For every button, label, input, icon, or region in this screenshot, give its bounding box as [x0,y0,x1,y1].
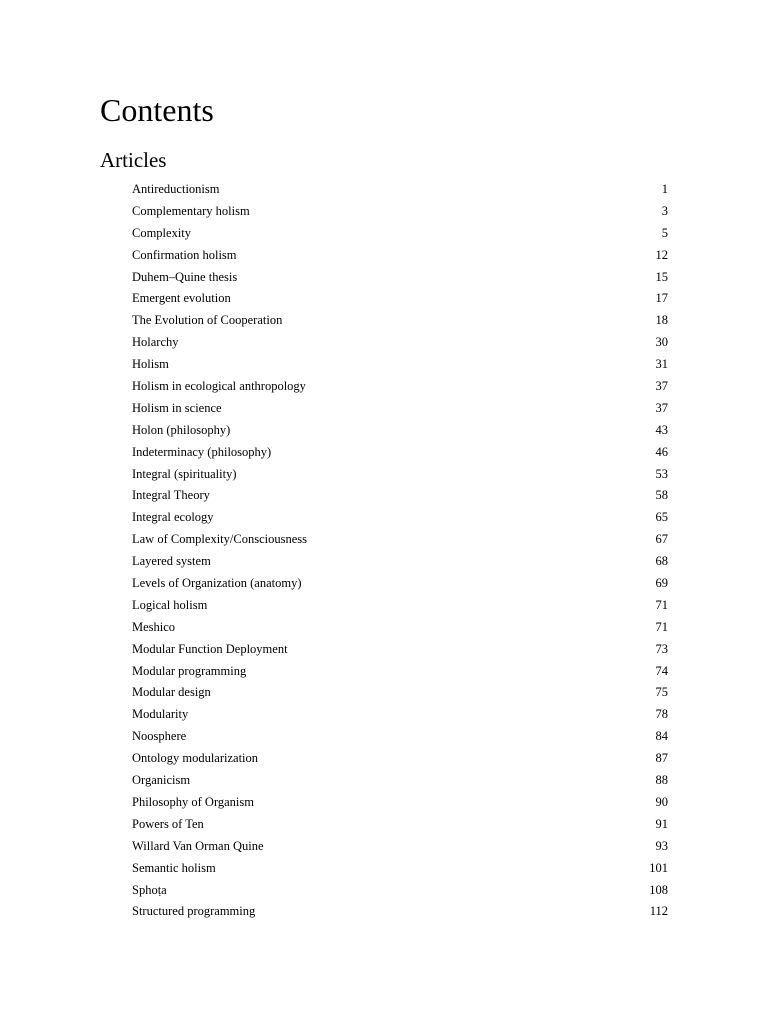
toc-entry-page-number: 58 [655,488,668,503]
toc-entry[interactable] [132,507,668,529]
toc-entry-title: Noosphere [132,729,187,744]
toc-entry[interactable] [132,726,668,748]
toc-entry-title: Integral (spirituality) [132,466,237,481]
toc-entry-page-number: 18 [655,313,668,328]
toc-entry[interactable] [132,223,668,245]
toc-entry-title: Complexity [132,225,192,240]
toc-entry-page-number: 67 [655,532,668,547]
toc-entry[interactable] [132,573,668,595]
toc-entry-page-number: 15 [655,269,668,284]
toc-entry-page-number: 101 [649,860,668,875]
toc-entry-page-number: 5 [661,225,668,240]
toc-entry-page-number: 43 [655,422,668,437]
toc-entry-page-number: 87 [655,751,668,766]
toc-entry[interactable] [132,245,668,267]
toc-entry-title: Law of Complexity/Consciousness [132,532,307,547]
toc-entry-title: Duhem–Quine thesis [132,269,238,284]
toc-entry-title: Structured programming [132,904,256,919]
toc-entry-page-number: 71 [655,619,668,634]
toc-entry[interactable] [132,704,668,726]
toc-entry[interactable] [132,354,668,376]
toc-entry-title: Modular Function Deployment [132,641,288,656]
toc-entry[interactable] [132,880,668,902]
toc-entry-title: Confirmation holism [132,247,237,262]
toc-entry-page-number: 112 [649,904,668,919]
toc-entry-page-number: 74 [655,663,668,678]
toc-entry-page-number: 84 [655,729,668,744]
toc-entry-page-number: 65 [655,510,668,525]
toc-entry-title: Holarchy [132,335,179,350]
toc-entry[interactable] [132,485,668,507]
toc-entry[interactable] [132,901,668,923]
toc-entry-title: Organicism [132,773,191,788]
toc-entry-title: Antireductionism [132,182,220,196]
toc-entry-page-number: 71 [655,597,668,612]
toc-entry[interactable] [132,201,668,223]
toc-entry-title: Integral ecology [132,510,214,525]
toc-entry-title: Modular design [132,685,211,700]
toc-entry[interactable] [132,398,668,420]
toc-entry[interactable] [132,836,668,858]
toc-entry-page-number: 46 [655,444,668,459]
toc-entry-title: Willard Van Orman Quine [132,838,264,853]
toc-entry-page-number: 108 [649,882,668,897]
toc-entry-title: Modular programming [132,663,247,678]
toc-entry[interactable] [132,639,668,661]
toc-entry-page-number: 90 [655,794,668,809]
toc-entry-page-number: 88 [655,773,668,788]
page-title: Contents [100,92,214,128]
toc-entry[interactable] [132,792,668,814]
toc-entry-title: Layered system [132,554,211,569]
toc-entry-page-number: 75 [655,685,668,700]
toc-entry[interactable] [132,682,668,704]
toc-entry[interactable] [132,376,668,398]
table-of-contents [132,179,668,923]
toc-entry-page-number: 68 [655,554,668,569]
toc-entry-page-number: 53 [655,466,668,481]
toc-entry[interactable] [132,661,668,683]
toc-entry[interactable] [132,748,668,770]
toc-entry-page-number: 37 [655,400,668,415]
toc-entry-page-number: 31 [655,357,668,372]
toc-entry[interactable] [132,310,668,332]
toc-entry-page-number: 93 [655,838,668,853]
toc-entry-title: Indeterminacy (philosophy) [132,444,272,459]
toc-entry-page-number: 1 [661,182,668,196]
toc-entry-title: Ontology modularization [132,751,259,766]
toc-entry[interactable] [132,595,668,617]
toc-entry[interactable] [132,529,668,551]
toc-entry[interactable] [132,464,668,486]
toc-entry-title: Levels of Organization (anatomy) [132,576,302,591]
toc-entry-title: Modularity [132,707,189,722]
toc-entry-title: Holon (philosophy) [132,422,231,437]
toc-entry-page-number: 69 [655,576,668,591]
toc-entry-title: Sphoṭa [132,882,167,897]
toc-entry[interactable] [132,179,668,201]
toc-entry-page-number: 91 [655,816,668,831]
toc-entry-page-number: 12 [655,247,668,262]
toc-entry-title: Philosophy of Organism [132,794,254,809]
toc-entry[interactable] [132,332,668,354]
toc-entry-title: Powers of Ten [132,816,204,831]
toc-entry-page-number: 30 [655,335,668,350]
toc-entry[interactable] [132,814,668,836]
toc-entry-title: Holism in science [132,400,222,415]
toc-entry[interactable] [132,267,668,289]
toc-entry-title: Complementary holism [132,203,250,218]
toc-entry-page-number: 3 [661,203,668,218]
toc-entry-title: Holism in ecological anthropology [132,379,306,394]
toc-entry[interactable] [132,551,668,573]
toc-entry[interactable] [132,288,668,310]
toc-entry-title: Integral Theory [132,488,210,503]
toc-entry-title: Meshico [132,619,176,634]
toc-entry-page-number: 17 [655,291,668,306]
toc-entry-title: Emergent evolution [132,291,231,306]
toc-entry-title: Logical holism [132,597,208,612]
toc-entry-page-number: 73 [655,641,668,656]
section-heading: Articles [100,148,167,172]
toc-entry[interactable] [132,770,668,792]
toc-entry-page-number: 78 [655,707,668,722]
toc-entry[interactable] [132,617,668,639]
toc-entry[interactable] [132,858,668,880]
toc-entry-title: The Evolution of Cooperation [132,313,283,328]
toc-entry[interactable] [132,420,668,442]
toc-entry[interactable] [132,442,668,464]
toc-entry-title: Semantic holism [132,860,216,875]
toc-entry-page-number: 37 [655,379,668,394]
toc-entry-title: Holism [132,357,169,372]
